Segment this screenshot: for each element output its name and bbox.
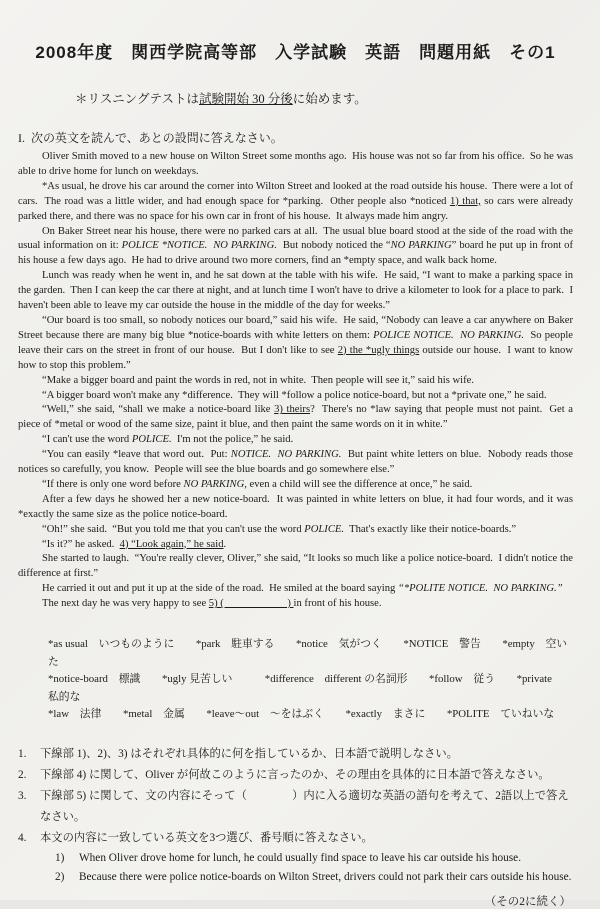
text-run: Oliver Smith moved to a new house on Wilton Street some months ago. His house was not so far from his office. So he was able to drive home for lunch on weekdays. <box>18 151 576 177</box>
text-run: On Baker Street near his house, there were no parked cars at all. The usual blue board stood at the side of the road with the usual information on it: <box>18 225 576 252</box>
choice-text: When Oliver drove home for lunch, he could usually find space to leave his car outside his house. <box>79 851 522 864</box>
text-run: After a few days he showed her a new notice-board. It was painted in white letters on blue, it had four words, and it was *exactly the same size as the police notice-board. <box>18 493 576 520</box>
question-number: 1. <box>18 747 27 760</box>
text-run: so cars were already parked there, and there was no space for his own car in front of his house. It always made him angry. <box>18 195 576 222</box>
text-run: She started to laugh. “You're really clever, Oliver,” she said, “It looks so much like a police notice-board. I didn't notice the difference at first.” <box>18 553 576 580</box>
section-instruction: 次の英文を読んで、あとの設問に答えなさい。 <box>31 131 283 145</box>
text-run: But nobody noticed the “ <box>276 240 391 252</box>
text-run: “Is it?” he asked. <box>42 538 120 550</box>
question-row <box>18 828 573 849</box>
listening-note <box>75 89 573 107</box>
question-text: 下線部 4) に関して、Oliver が何故このように言ったのか、その理由を具体的に日本語で答えなさい。 <box>40 768 550 781</box>
question-list <box>18 744 573 887</box>
text-run: . <box>223 538 227 550</box>
glossary-line: *as usual いつものように *park 駐車する *notice 気がつく *NOTICE 警告 *empty 空いた <box>48 638 568 668</box>
choice-row <box>55 849 573 868</box>
section-number: I. <box>18 131 25 145</box>
passage-paragraph <box>18 582 573 597</box>
reading-passage <box>18 150 576 612</box>
text-run: , even a child will see the difference at once,” he said. <box>244 478 473 490</box>
underlined-phrase: 3) theirs <box>274 404 311 416</box>
passage-paragraph <box>18 523 573 538</box>
passage-paragraph <box>18 448 576 478</box>
notice-board-text: POLICE NOTICE. NO PARKING. <box>373 329 524 341</box>
text-run: in front of his house. <box>293 598 382 610</box>
passage-paragraph <box>18 433 573 448</box>
text-run: I'm not the police,” he said. <box>171 434 294 446</box>
text-run: But paint white letters on blue. Nobody reads those notices so carefully, you know. People will see the blue boards and go somewhere else.” <box>18 449 576 476</box>
question-number: 4. <box>18 831 27 844</box>
question-row <box>18 744 573 765</box>
text-run: Lunch was ready when he went in, and he sat down at the table with his wife. He said, “I want to make a parking space in the garden. Then I can keep the car there at night, and at lunch time I won't have to drive a kilometer to look for a place to park. I haven't been able to leave my car outside the house in the middle of the day for weeks.” <box>18 270 576 312</box>
text-run: ? There's no *law saying that people must not paint. Get a piece of *metal or wood of the same size, paint it blue, and then paint the same words on it in white.” <box>18 404 576 431</box>
text-run: “A bigger board won't make any *difference. They will *follow a police notice-board, but not a *private one,” he said. <box>42 389 547 401</box>
text-run: “You can easily *leave that word out. Put: <box>42 449 231 461</box>
notice-board-text: POLICE. <box>131 434 172 446</box>
passage-paragraph <box>18 478 573 493</box>
question-number: 2. <box>18 768 27 781</box>
text-run: That's exactly like their notice-boards.” <box>344 523 517 535</box>
passage-paragraph <box>18 150 576 180</box>
underlined-phrase: 4) “Look again,” he said <box>119 538 224 550</box>
passage-paragraph <box>18 552 576 582</box>
question-row <box>18 786 573 828</box>
passage-paragraph <box>18 389 573 404</box>
question-row <box>18 765 573 786</box>
choice-row <box>55 868 573 887</box>
choice-number: 1) <box>55 851 65 864</box>
passage-paragraph <box>18 374 573 389</box>
passage-paragraph <box>18 269 576 314</box>
text-run: *As usual, he drove his car around the corner into Wilton Street and looked at the road outside his house. There were a lot of cars. The road was a little wider, and had enough space for *parking. Other people also *noticed <box>18 180 576 207</box>
glossary-line: *law 法律 *metal 金属 *leave～out ～をはぶく *exactly まさに *POLITE ていねいな <box>48 708 555 721</box>
text-run: He carried it out and put it up at the side of the road. He smiled at the board saying <box>42 583 398 595</box>
notice-board-text: POLICE. <box>304 523 345 535</box>
text-run: outside our house. I want to know how to stop this problem.” <box>18 344 576 371</box>
glossary-line: *notice-board 標識 *ugly 見苦しい *difference different の名詞形 *follow 従う *private 私的な <box>48 673 563 703</box>
notice-board-text: “*POLITE NOTICE. NO PARKING.” <box>397 583 563 595</box>
section-heading <box>18 129 573 146</box>
text-run: So people leave their cars on the street in front of our house. But I don't like to see <box>18 329 576 356</box>
notice-board-text: POLICE *NOTICE. NO PARKING. <box>121 240 277 252</box>
question-number: 3. <box>18 789 27 802</box>
notice-board-text: NO PARKING <box>390 240 452 252</box>
text-run: “Oh!” she said. “But you told me that you can't use the word <box>42 523 305 535</box>
listening-note-underline: 試験開始 30 分後 <box>199 92 293 106</box>
vocabulary-glossary <box>48 636 573 724</box>
question-subitems <box>55 849 573 887</box>
passage-paragraph <box>18 314 576 374</box>
text-run: “I can't use the word <box>42 434 132 446</box>
page-title: 2008年度 関西学院高等部 入学試験 英語 問題用紙 その1 <box>35 43 556 62</box>
passage-paragraph <box>18 403 576 433</box>
continuation-note: （その2に続く） <box>484 895 571 908</box>
text-run: The next day he was very happy to see <box>42 598 209 610</box>
passage-paragraph <box>18 225 576 270</box>
text-run: “Our board is too small, so nobody notices our board,” said his wife. He said, “Nobody can leave a car anywhere on Baker Street because there are many big blue *notice-boards with white letters on them: <box>18 314 576 341</box>
text-run: “Well,” she said, “shall we make a notice-board like <box>42 404 275 416</box>
passage-paragraph <box>18 597 573 612</box>
underlined-phrase: 5) ( ) <box>208 598 294 610</box>
choice-number: 2) <box>55 870 65 883</box>
passage-paragraph <box>18 180 576 225</box>
text-run: “Make a bigger board and paint the words in red, not in white. Then people will see it,” said his wife. <box>42 374 474 386</box>
question-text: 下線部 5) に関して、文の内容にそって（ ）内に入る適切な英語の語句を考えて、2語以上で答えなさい。 <box>40 789 569 823</box>
text-run: ” board he put up in front of his house a few days ago. He had to drive around two more corners, find an *empty space, and walk back home. <box>18 240 576 267</box>
listening-note-suffix: に始めます。 <box>292 92 367 106</box>
notice-board-text: NOTICE. NO PARKING. <box>230 449 342 461</box>
choice-text: Because there were police notice-boards on Wilton Street, drivers could not park their cars outside his house. <box>79 870 572 883</box>
question-text: 本文の内容に一致している英文を3つ選び、番号順に答えなさい。 <box>40 831 373 844</box>
passage-paragraph <box>18 538 573 553</box>
listening-note-prefix: ＊リスニングテストは <box>75 92 200 106</box>
notice-board-text: NO PARKING <box>183 478 245 490</box>
underlined-phrase: 2) the *ugly things <box>337 344 420 356</box>
text-run: “If there is only one word before <box>42 478 184 490</box>
question-text: 下線部 1)、2)、3) はそれぞれ具体的に何を指しているか、日本語で説明しなさい。 <box>40 747 458 760</box>
passage-paragraph <box>18 493 576 523</box>
underlined-phrase: 1) that, <box>449 195 481 207</box>
